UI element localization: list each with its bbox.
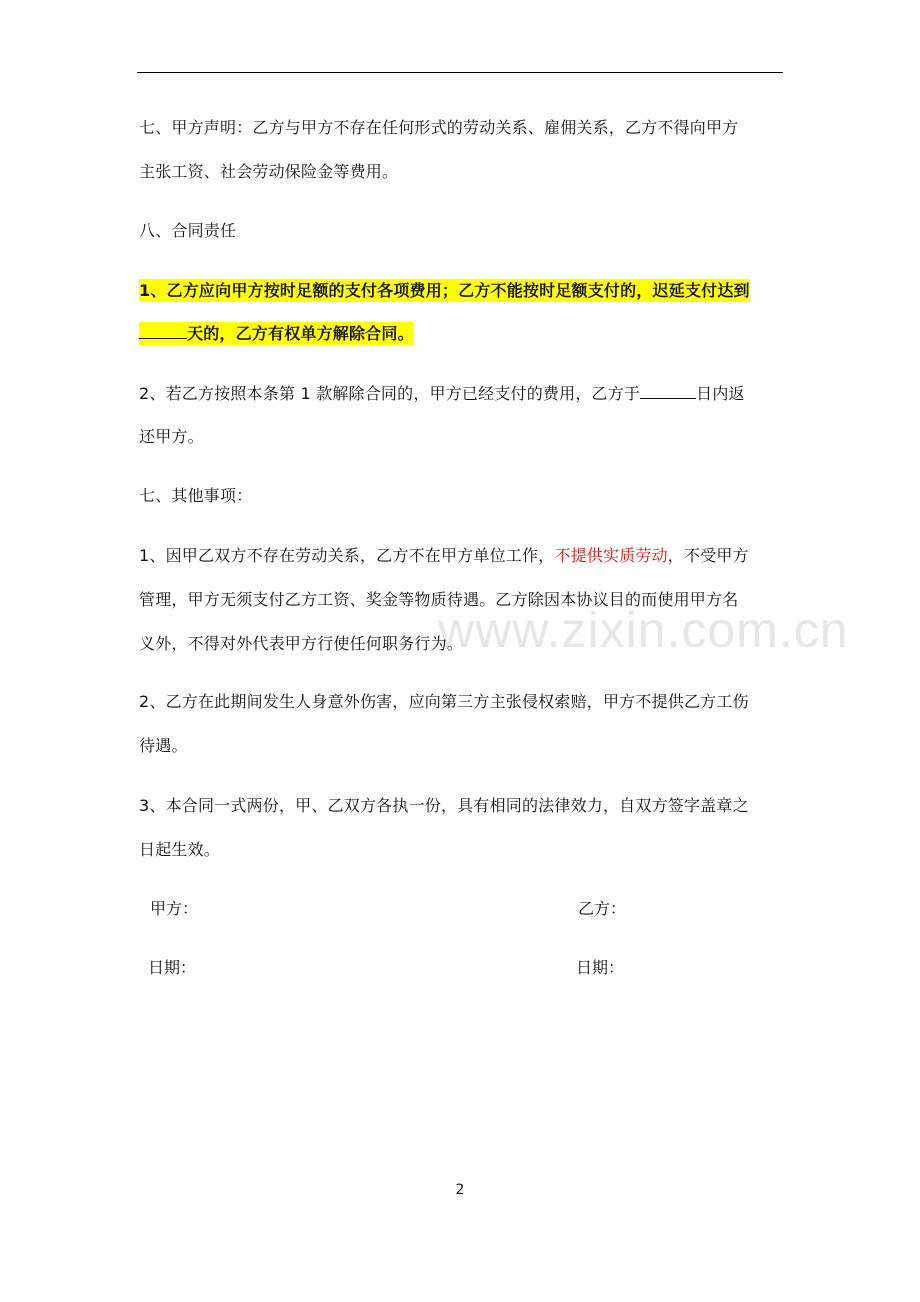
highlighted-text <box>139 322 414 345</box>
party-a-date-label: 日期： <box>148 958 197 977</box>
item2-text-start: 2、若乙方按照本条第 1 款解除合同的，甲方已经支付的费用，乙方于 <box>139 384 641 403</box>
party-b-signature-label: 乙方： <box>578 899 627 918</box>
highlighted-text-tail: 天的，乙方有权单方解除合同。 <box>187 324 414 343</box>
other-item2-line1: 2、乙方在此期间发生人身意外伤害，应向第三方主张侵权索赔，甲方不提供乙方工伤 <box>139 692 749 711</box>
section8-heading: 八、合同责任 <box>139 221 237 240</box>
other-item1-line2: 管理，甲方无须支付乙方工资、奖金等物质待遇。乙方除因本协议目的而使用甲方名 <box>139 590 739 609</box>
page-number: 2 <box>455 1182 465 1198</box>
other-item2-line2: 待遇。 <box>139 736 188 755</box>
section8-item2-line1 <box>139 382 745 405</box>
section8-item1-line2 <box>139 322 414 345</box>
highlighted-text: 1、乙方应向甲方按时足额的支付各项费用；乙方不能按时足额支付的，迟延支付达到 <box>139 281 750 300</box>
clause7-line1: 七、甲方声明：乙方与甲方不存在任何形式的劳动关系、雇佣关系，乙方不得向甲方 <box>139 118 739 137</box>
clause7-line2: 主张工资、社会劳动保险金等费用。 <box>139 162 399 181</box>
fill-in-blank <box>640 382 696 399</box>
fill-in-blank <box>139 322 187 339</box>
other-matters-heading: 七、其他事项： <box>139 486 253 505</box>
party-b-date-label: 日期： <box>576 958 625 977</box>
section8-item1-line1 <box>139 280 750 302</box>
party-a-signature-label: 甲方： <box>150 899 199 918</box>
other-item1-text-start: 1、因甲乙双方不存在劳动关系，乙方不在甲方单位工作， <box>139 546 555 565</box>
other-item1-text-end: ，不受甲方 <box>667 546 749 565</box>
item2-text-end: 日内返 <box>696 384 745 403</box>
watermark: www.zixin.com.cn <box>438 602 849 658</box>
other-item1-line1 <box>139 545 749 567</box>
header-rule <box>137 72 783 73</box>
section8-item2-line2: 还甲方。 <box>139 427 204 446</box>
red-emphasis-text: 不提供实质劳动 <box>554 546 668 565</box>
other-item3-line1: 3、本合同一式两份，甲、乙双方各执一份，具有相同的法律效力，自双方签字盖章之 <box>139 796 749 815</box>
other-item1-line3: 义外，不得对外代表甲方行使任何职务行为。 <box>139 634 464 653</box>
other-item3-line2: 日起生效。 <box>139 840 221 859</box>
